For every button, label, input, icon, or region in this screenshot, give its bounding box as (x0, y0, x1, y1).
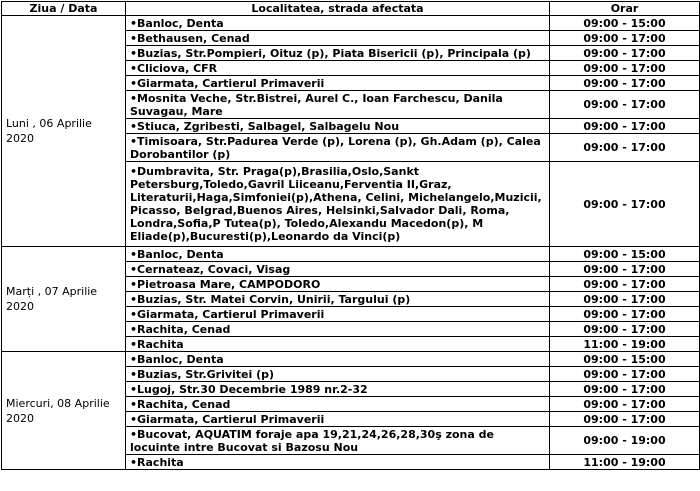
schedule-cell: 09:00 - 17:00 (550, 277, 700, 292)
location-cell: •Rachita, Cenad (126, 322, 550, 337)
schedule-cell: 09:00 - 17:00 (550, 292, 700, 307)
day-cell: Marți , 07 Aprilie 2020 (2, 247, 126, 352)
schedule-cell: 09:00 - 15:00 (550, 352, 700, 367)
table-row (2, 16, 700, 31)
location-cell: •Bucovat, AQUATIM foraje apa 19,21,24,26,28,30ş zona de locuinte intre Bucovat si Bazosu Nou (126, 427, 550, 455)
schedule-cell: 09:00 - 17:00 (550, 382, 700, 397)
header-location: Localitatea, strada afectata (126, 2, 550, 16)
outage-schedule-table (1, 1, 700, 470)
location-cell: •Banloc, Denta (126, 247, 550, 262)
table-row (2, 352, 700, 367)
schedule-cell: 09:00 - 17:00 (550, 76, 700, 91)
schedule-body (2, 16, 700, 470)
location-cell: •Cernateaz, Covaci, Visag (126, 262, 550, 277)
location-cell: •Rachita (126, 455, 550, 470)
schedule-cell: 09:00 - 17:00 (550, 46, 700, 61)
location-cell: •Stiuca, Zgribesti, Salbagel, Salbagelu Nou (126, 119, 550, 134)
location-cell: •Rachita, Cenad (126, 397, 550, 412)
schedule-cell: 11:00 - 19:00 (550, 337, 700, 352)
location-cell: •Giarmata, Cartierul Primaverii (126, 307, 550, 322)
location-cell: •Banloc, Denta (126, 16, 550, 31)
schedule-cell: 09:00 - 15:00 (550, 16, 700, 31)
location-cell: •Giarmata, Cartierul Primaverii (126, 76, 550, 91)
schedule-cell: 09:00 - 17:00 (550, 412, 700, 427)
schedule-cell: 09:00 - 17:00 (550, 397, 700, 412)
day-cell: Luni , 06 Aprilie 2020 (2, 16, 126, 247)
schedule-cell: 09:00 - 17:00 (550, 61, 700, 76)
location-cell: •Timisoara, Str.Padurea Verde (p), Lorena (p), Gh.Adam (p), Calea Dorobantilor (p) (126, 134, 550, 162)
table-row (2, 247, 700, 262)
header-day: Ziua / Data (2, 2, 126, 16)
header-row (2, 2, 700, 16)
schedule-cell: 09:00 - 15:00 (550, 247, 700, 262)
location-cell: •Cliciova, CFR (126, 61, 550, 76)
location-cell: •Giarmata, Cartierul Primaverii (126, 412, 550, 427)
schedule-cell: 09:00 - 19:00 (550, 427, 700, 455)
location-cell: •Rachita (126, 337, 550, 352)
location-cell: •Pietroasa Mare, CAMPODORO (126, 277, 550, 292)
day-cell: Miercuri, 08 Aprilie 2020 (2, 352, 126, 470)
location-cell: •Buzias, Str.Grivitei (p) (126, 367, 550, 382)
schedule-cell: 09:00 - 17:00 (550, 262, 700, 277)
schedule-cell: 09:00 - 17:00 (550, 162, 700, 247)
location-cell: •Lugoj, Str.30 Decembrie 1989 nr.2-32 (126, 382, 550, 397)
location-cell: •Bethausen, Cenad (126, 31, 550, 46)
schedule-cell: 09:00 - 17:00 (550, 134, 700, 162)
schedule-cell: 09:00 - 17:00 (550, 307, 700, 322)
schedule-cell: 09:00 - 17:00 (550, 367, 700, 382)
schedule-cell: 09:00 - 17:00 (550, 31, 700, 46)
location-cell: •Mosnita Veche, Str.Bistrei, Aurel C., Ioan Farchescu, Danila Suvagau, Mare (126, 91, 550, 119)
schedule-cell: 11:00 - 19:00 (550, 455, 700, 470)
location-cell: •Banloc, Denta (126, 352, 550, 367)
schedule-cell: 09:00 - 17:00 (550, 119, 700, 134)
location-cell: •Buzias, Str.Pompieri, Oituz (p), Piata Bisericii (p), Principala (p) (126, 46, 550, 61)
schedule-cell: 09:00 - 17:00 (550, 91, 700, 119)
location-cell: •Dumbravita, Str. Praga(p),Brasilia,Oslo,Sankt Petersburg,Toledo,Gavril Liiceanu,Ferventia II,Graz, Literaturii,Haga,Simfoniei(p),Athena, Celini, Michelangelo,Muzicii, Picasso, Belgrad,Buenos Aires, Helsinki,Salvador Dali, Roma, Londra,Sofia,P Tutea(p), Toledo,Alexandu Macedon(p), M Eliade(p),Bucuresti(p),Leonardo da Vinci(p) (126, 162, 550, 247)
schedule-cell: 09:00 - 17:00 (550, 322, 700, 337)
header-schedule: Orar (550, 2, 700, 16)
location-cell: •Buzias, Str. Matei Corvin, Unirii, Targului (p) (126, 292, 550, 307)
